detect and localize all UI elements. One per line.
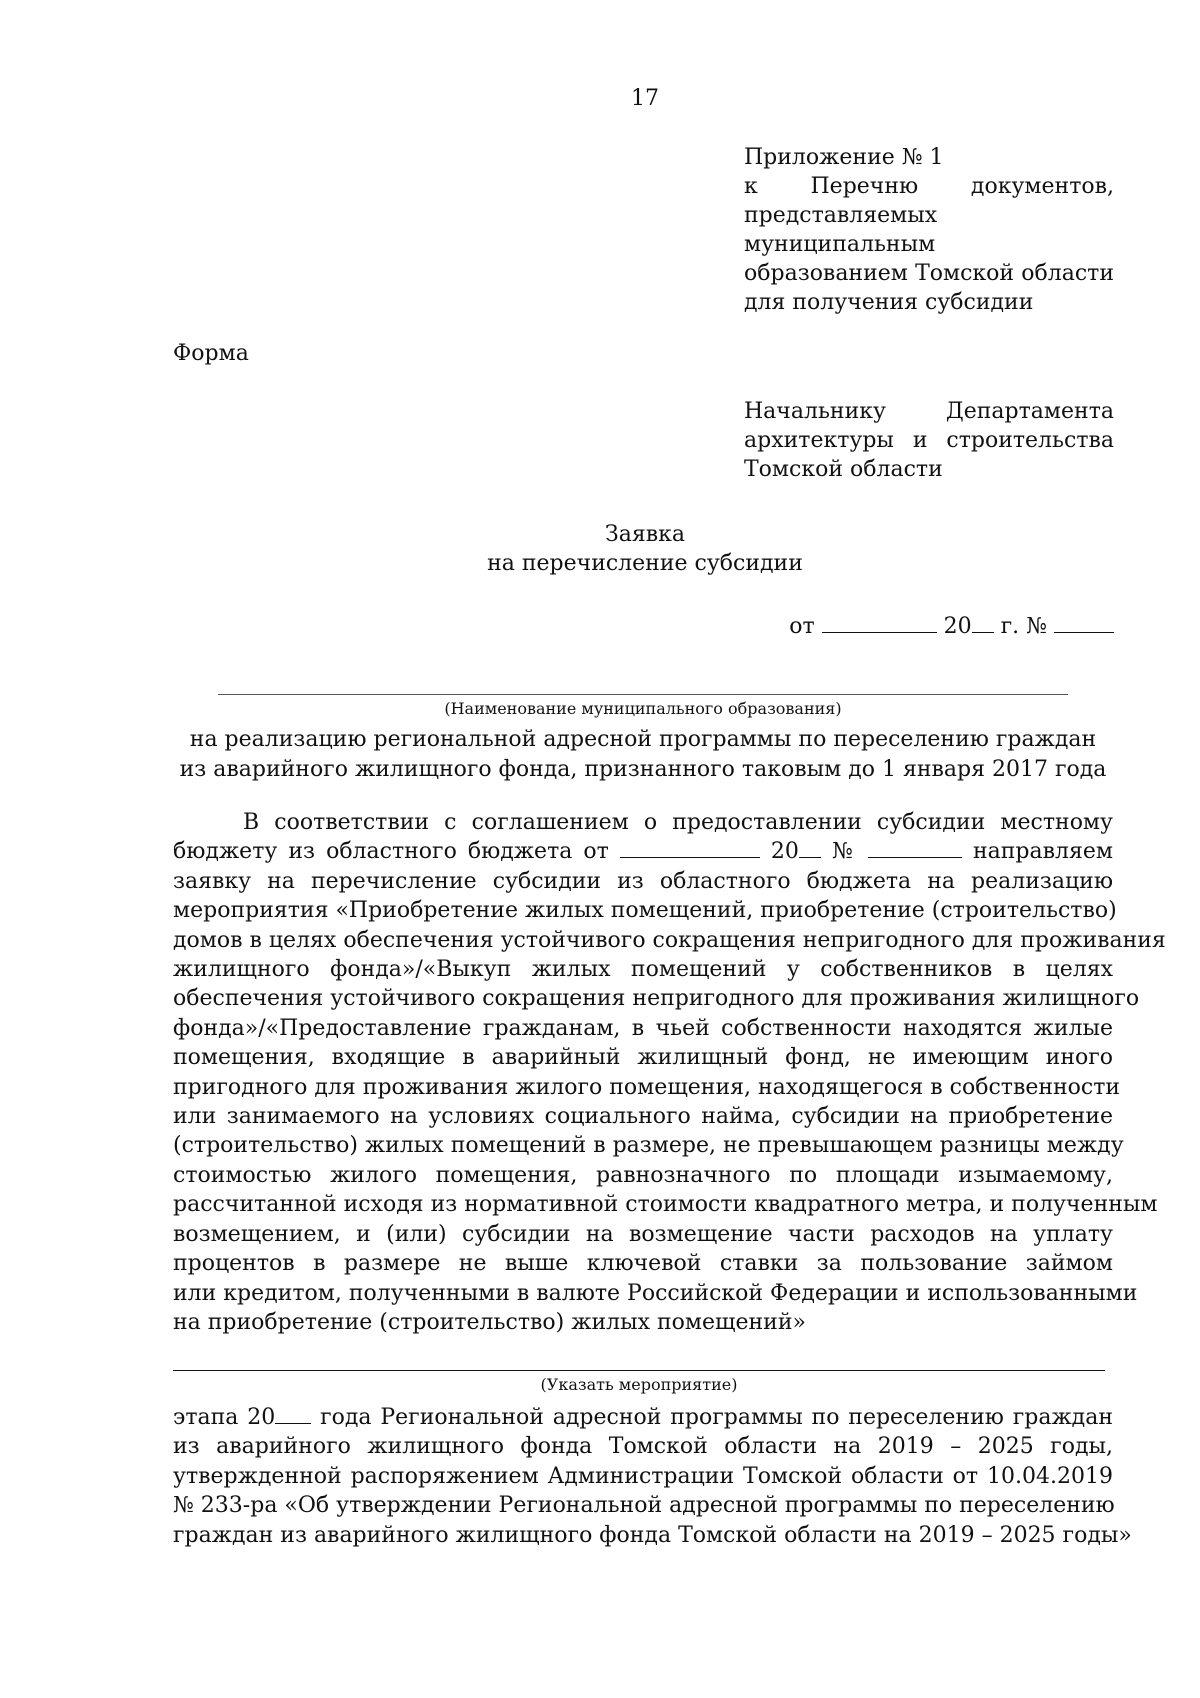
stage-first-line: этапа 20 года Региональной адресной программы по переселению граждан [173, 1405, 1114, 1430]
addressee-line: Начальнику Департамента [744, 399, 1114, 424]
year-blank[interactable] [972, 614, 994, 633]
municipality-line[interactable] [218, 694, 1068, 695]
number-blank[interactable] [1054, 614, 1114, 633]
addressee-line: архитектуры и строительства [744, 428, 1114, 453]
annex-title: Приложение № 1 [744, 145, 944, 170]
document-title: Заявка на перечисление субсидии [487, 522, 803, 576]
annex-block [744, 143, 1114, 317]
annex-line: к Перечню документов, [744, 174, 1114, 199]
annex-line: для получения субсидии [744, 290, 1034, 315]
agreement-number-blank[interactable] [868, 839, 962, 858]
event-line[interactable] [173, 1370, 1105, 1371]
form-label: Форма [173, 341, 249, 366]
stage-paragraph: этапа 20 года Региональной адресной программы по переселению граждан из аварийного жилищного фонда Томской области на 2019 – 2025 годы, утвержденной распоряжением Администрации Томской области от 10.04.2019 № 233-ра «Об утверждении Региональной адресной программы по переселению граждан из аварийного жилищного фонда Томской области на 2019 – 2025 годы» [173, 1405, 1132, 1548]
annex-line: представляемых муниципальным [744, 203, 938, 257]
agreement-date-blank[interactable] [620, 839, 760, 858]
addressee-line: Томской области [744, 457, 943, 482]
agreement-year-blank[interactable] [799, 839, 821, 858]
event-caption: (Указать мероприятие) [540, 1375, 738, 1394]
municipality-caption: (Наименование муниципального образования) [444, 699, 842, 718]
addressee-block [744, 397, 1114, 484]
date-number-line: от 20 г. № [780, 612, 1114, 641]
page-number: 17 [631, 86, 659, 111]
agreement-line: бюджету из областного бюджета от 20 № направляем [173, 839, 1113, 865]
purpose-text: на реализацию региональной адресной программы по переселению граждан из аварийного жилищного фонда, признанного таковым до 1 января 2017 года [179, 727, 1107, 782]
annex-line: образованием Томской области [744, 261, 1115, 286]
date-blank[interactable] [822, 614, 937, 633]
stage-year-blank[interactable] [275, 1405, 311, 1424]
main-paragraph: В соответствии с соглашением о предоставлении субсидии местному бюджету из областного бюджета от 20 № направляем заявку на перечисление субсидии из областного бюджета на реализацию мероприятия «Приобретение жилых помещений, приобретение (строительство) домов в целях обеспечения устойчивого сокращения непригодного для проживания жилищного фонда»/«Выкуп жилых помещений у собственников в целях обеспечения устойчивого сокращения непригодного для проживания жилищного фонда»/«Предоставление гражданам, в чьей собственности находятся жилые помещения, входящие в аварийный жилищный фонд, не имеющим иного пригодного для проживания жилого помещения, находящегося в собственности или занимаемого на условиях социального найма, субсидии на приобретение (строительство) жилых помещений в размере, не превышающем разницы между стоимостью жилого помещения, равнозначного по площади изымаемому, рассчитанной исходя из нормативной стоимости квадратного метра, и полученным возмещением, и (или) субсидии на возмещение части расходов на уплату процентов в размере не выше ключевой ставки за пользование займом или кредитом, полученными в валюте Российской Федерации и использованными на приобретение (строительство) жилых помещений» [173, 810, 1166, 1335]
